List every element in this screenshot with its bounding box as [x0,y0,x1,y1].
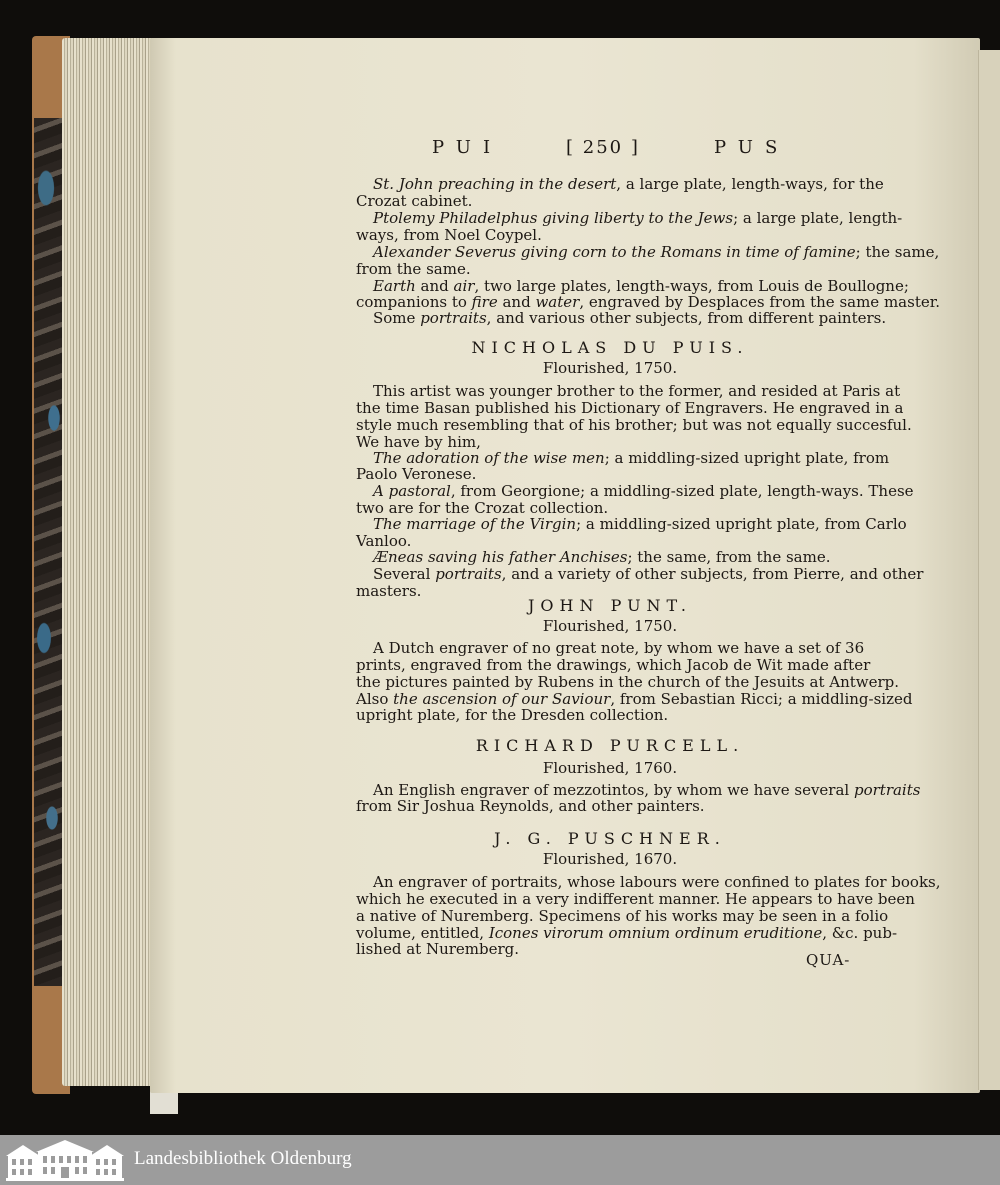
running-head-right: PUS [714,137,790,158]
text-segment: ways, from Noel Coypel. [356,226,542,244]
text-segment: a native of Nuremberg. Specimens of his works may be seen in a folio [356,907,889,925]
italic-title: The adoration of the wise men [373,449,605,467]
italic-title: St. John preaching in the desert [373,175,617,193]
text-segment: ; a middling-sized upright plate, from Carlo [576,515,907,533]
italic-title: portraits [420,309,487,327]
text-segment: JOHN PUNT. [528,596,692,615]
italic-title: The marriage of the Virgin [373,515,577,533]
text-segment: upright plate, for the Dresden collection. [356,706,669,724]
italic-title: A pastoral [373,482,451,500]
library-building-icon [6,1139,124,1181]
text-segment: lished at Nuremberg. [356,940,520,958]
italic-title: Ptolemy Philadelphus giving liberty to the Jews [373,209,734,227]
text-segment: and [415,277,454,295]
flourished-date [356,849,864,869]
page-number: [ 250 ] [566,137,640,158]
italic-title: Earth [373,277,416,295]
italic-title: Icones virorum omnium ordinum eruditione [488,924,823,942]
text-segment: An English engraver of mezzotintos, by whom we have several [373,781,854,799]
text-segment: , and a variety of other subjects, from Pierre, and other [501,565,924,583]
text-segment: Crozat cabinet. [356,192,473,210]
text-segment: the pictures painted by Rubens in the church of the Jesuits at Antwerp. [356,673,900,691]
flourished-date [356,358,864,378]
text-segment: J. G. PUSCHNER. [494,829,726,848]
text-segment: style much resembling that of his brother; but was not equally succesful. [356,416,912,434]
text-segment: , engraved by Desplaces from the same master. [579,293,941,311]
italic-title: Alexander Severus giving corn to the Romans in time of famine [373,243,856,261]
italic-title: the ascension of our Saviour [393,690,611,708]
text-segment: , from Georgione; a middling-sized plate, length-ways. These [450,482,914,500]
right-leaf-edge [978,50,1000,1090]
text-segment: Flourished, 1750. [542,359,678,377]
text-segment: the time Basan published his Dictionary of Engravers. He engraved in a [356,399,904,417]
text-line [356,308,887,328]
text-segment: from Sir Joshua Reynolds, and other painters. [356,797,705,815]
italic-title: fire [471,293,498,311]
italic-title: portraits [853,781,921,799]
text-segment: Paolo Veronese. [356,465,477,483]
text-segment: We have by him, [356,433,481,451]
marbled-endpaper [34,118,64,986]
catchword: QUA- [806,951,851,969]
italic-title: air [453,277,475,295]
italic-title: water [535,293,580,311]
text-segment: from the same. [356,260,471,278]
text-segment: , from Sebastian Ricci; a middling-sized [610,690,913,708]
text-segment: ; a large plate, length- [733,209,903,227]
text-segment: , a large plate, length-ways, for the [616,175,884,193]
text-segment: two are for the Crozat collection. [356,499,609,517]
text-segment: companions to [356,293,472,311]
page-stack-edge [62,38,154,1086]
text-line [356,939,864,959]
text-segment: This artist was younger brother to the former, and resided at Paris at [373,382,901,400]
text-segment: volume, entitled, [356,924,489,942]
artist-heading [356,596,864,616]
italic-title: portraits [435,565,502,583]
text-segment: Some [373,309,421,327]
text-segment: RICHARD PURCELL. [475,736,745,755]
running-head-left: PUI [432,137,503,158]
text-segment: ; the same, from the same. [627,548,831,566]
text-segment: prints, engraved from the drawings, which Jacob de Wit made after [356,656,871,674]
flourished-date [356,616,864,636]
text-segment: A Dutch engraver of no great note, by whom we have a set of 36 [373,639,865,657]
text-segment: Flourished, 1750. [542,617,678,635]
artist-heading [356,736,864,756]
text-segment: , and various other subjects, from different painters. [486,309,887,327]
text-line [356,705,864,725]
text-segment: masters. [356,582,422,600]
text-segment: ; the same, [855,243,940,261]
text-segment: ; a middling-sized upright plate, from [604,449,890,467]
text-segment: NICHOLAS DU PUIS. [471,338,749,357]
text-segment: Several [373,565,436,583]
text-segment: Also [356,690,394,708]
italic-title: Æneas saving his father Anchises [373,548,628,566]
text-line [356,796,864,816]
flourished-date [356,758,864,778]
text-segment: Flourished, 1670. [542,850,678,868]
text-segment: , &c. pub- [822,924,898,942]
text-segment: An engraver of portraits, whose labours were confined to plates for books, [373,873,941,891]
text-segment: and [497,293,536,311]
footer-library-name: Landesbibliothek Oldenburg [134,1148,352,1169]
artist-heading [356,338,864,358]
text-segment: which he executed in a very indifferent manner. He appears to have been [356,890,915,908]
text-segment: , two large plates, length-ways, from Louis de Boullogne; [474,277,909,295]
text-segment: Vanloo. [356,532,412,550]
artist-heading [356,829,864,849]
text-segment: Flourished, 1760. [542,759,678,777]
